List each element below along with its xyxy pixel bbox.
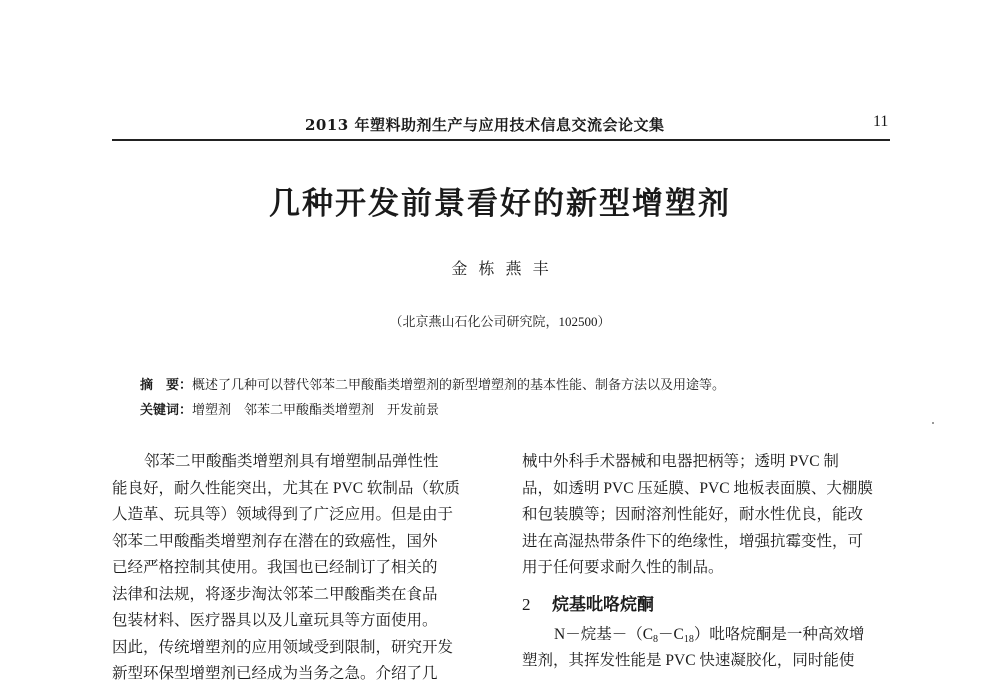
formula-part: N－烷基－（C xyxy=(554,625,654,643)
abstract-label: 摘 要： xyxy=(140,377,193,392)
body-line: 包装材料、医疗器具以及儿童玩具等方面使用。 xyxy=(112,612,438,629)
running-header: 2013 年塑料助剂生产与应用技术信息交流会论文集 xyxy=(305,116,665,134)
body-line: 邻苯二甲酸酯类增塑剂具有增塑制品弹性性 xyxy=(144,453,439,470)
section-heading xyxy=(522,582,902,622)
section-number: 2 xyxy=(522,594,531,614)
section-title: 烷基吡咯烷酮 xyxy=(552,594,654,614)
keywords-label: 关键词： xyxy=(140,402,193,417)
body-line: 和包装膜等；因耐溶剂性能好，耐水性优良，能改 xyxy=(522,506,864,523)
body-line: 人造革、玩具等）领域得到了广泛应用。但是由于 xyxy=(112,506,454,523)
body-line: 用于任何要求耐久性的制品。 xyxy=(522,559,724,576)
header-rule xyxy=(112,139,890,141)
subscript: 18 xyxy=(683,633,694,645)
body-line: 品，如透明 PVC 压延膜、PVC 地板表面膜、大棚膜 xyxy=(522,479,873,497)
keywords xyxy=(140,399,439,418)
body-line: 法律和法规，将逐步淘汰邻苯二甲酸酯类在食品 xyxy=(112,585,438,603)
abstract xyxy=(140,374,725,393)
body-column-right xyxy=(522,449,902,675)
body-line: 新型环保型增塑剂已经成为当务之急。介绍了几 xyxy=(112,665,438,682)
abstract-text: 概述了几种可以替代邻苯二甲酸酯类增塑剂的新型增塑剂的基本性能、制备方法以及用途等。 xyxy=(192,378,726,393)
formula-part: －C xyxy=(658,625,684,643)
formula-part: ）吡咯烷酮是一种高效增 xyxy=(693,625,865,643)
body-line: 已经严格控制其使用。我国也已经制订了相关的 xyxy=(112,559,438,576)
author-names: 金 栋 燕 丰 xyxy=(451,259,549,278)
body-column-left xyxy=(112,449,498,688)
body-line: 塑剂，其挥发性能是 PVC 快速凝胶化，同时能使 xyxy=(522,652,855,669)
body-line xyxy=(522,622,902,649)
body-line: 械中外科手术器械和电器把柄等；透明 PVC 制 xyxy=(522,453,839,470)
body-line: 邻苯二甲酸酯类增塑剂存在潜在的致癌性，国外 xyxy=(112,532,438,550)
author-affiliation: （北京燕山石化公司研究院，102500） xyxy=(389,314,611,329)
subscript: 8 xyxy=(653,633,659,645)
body-line: 进在高湿热带条件下的绝缘性，增强抗霉变性，可 xyxy=(522,532,864,550)
page-number: 11 xyxy=(873,113,889,130)
paper-title: 几种开发前景看好的新型增塑剂 xyxy=(269,186,731,222)
keywords-text: 增塑剂 邻苯二甲酸酯类增塑剂 开发前景 xyxy=(192,403,440,418)
body-line: 能良好，耐久性能突出，尤其在 PVC 软制品（软质 xyxy=(112,479,460,497)
body-line: 因此，传统增塑剂的应用领域受到限制，研究开发 xyxy=(112,638,454,656)
scan-speck xyxy=(932,422,934,424)
